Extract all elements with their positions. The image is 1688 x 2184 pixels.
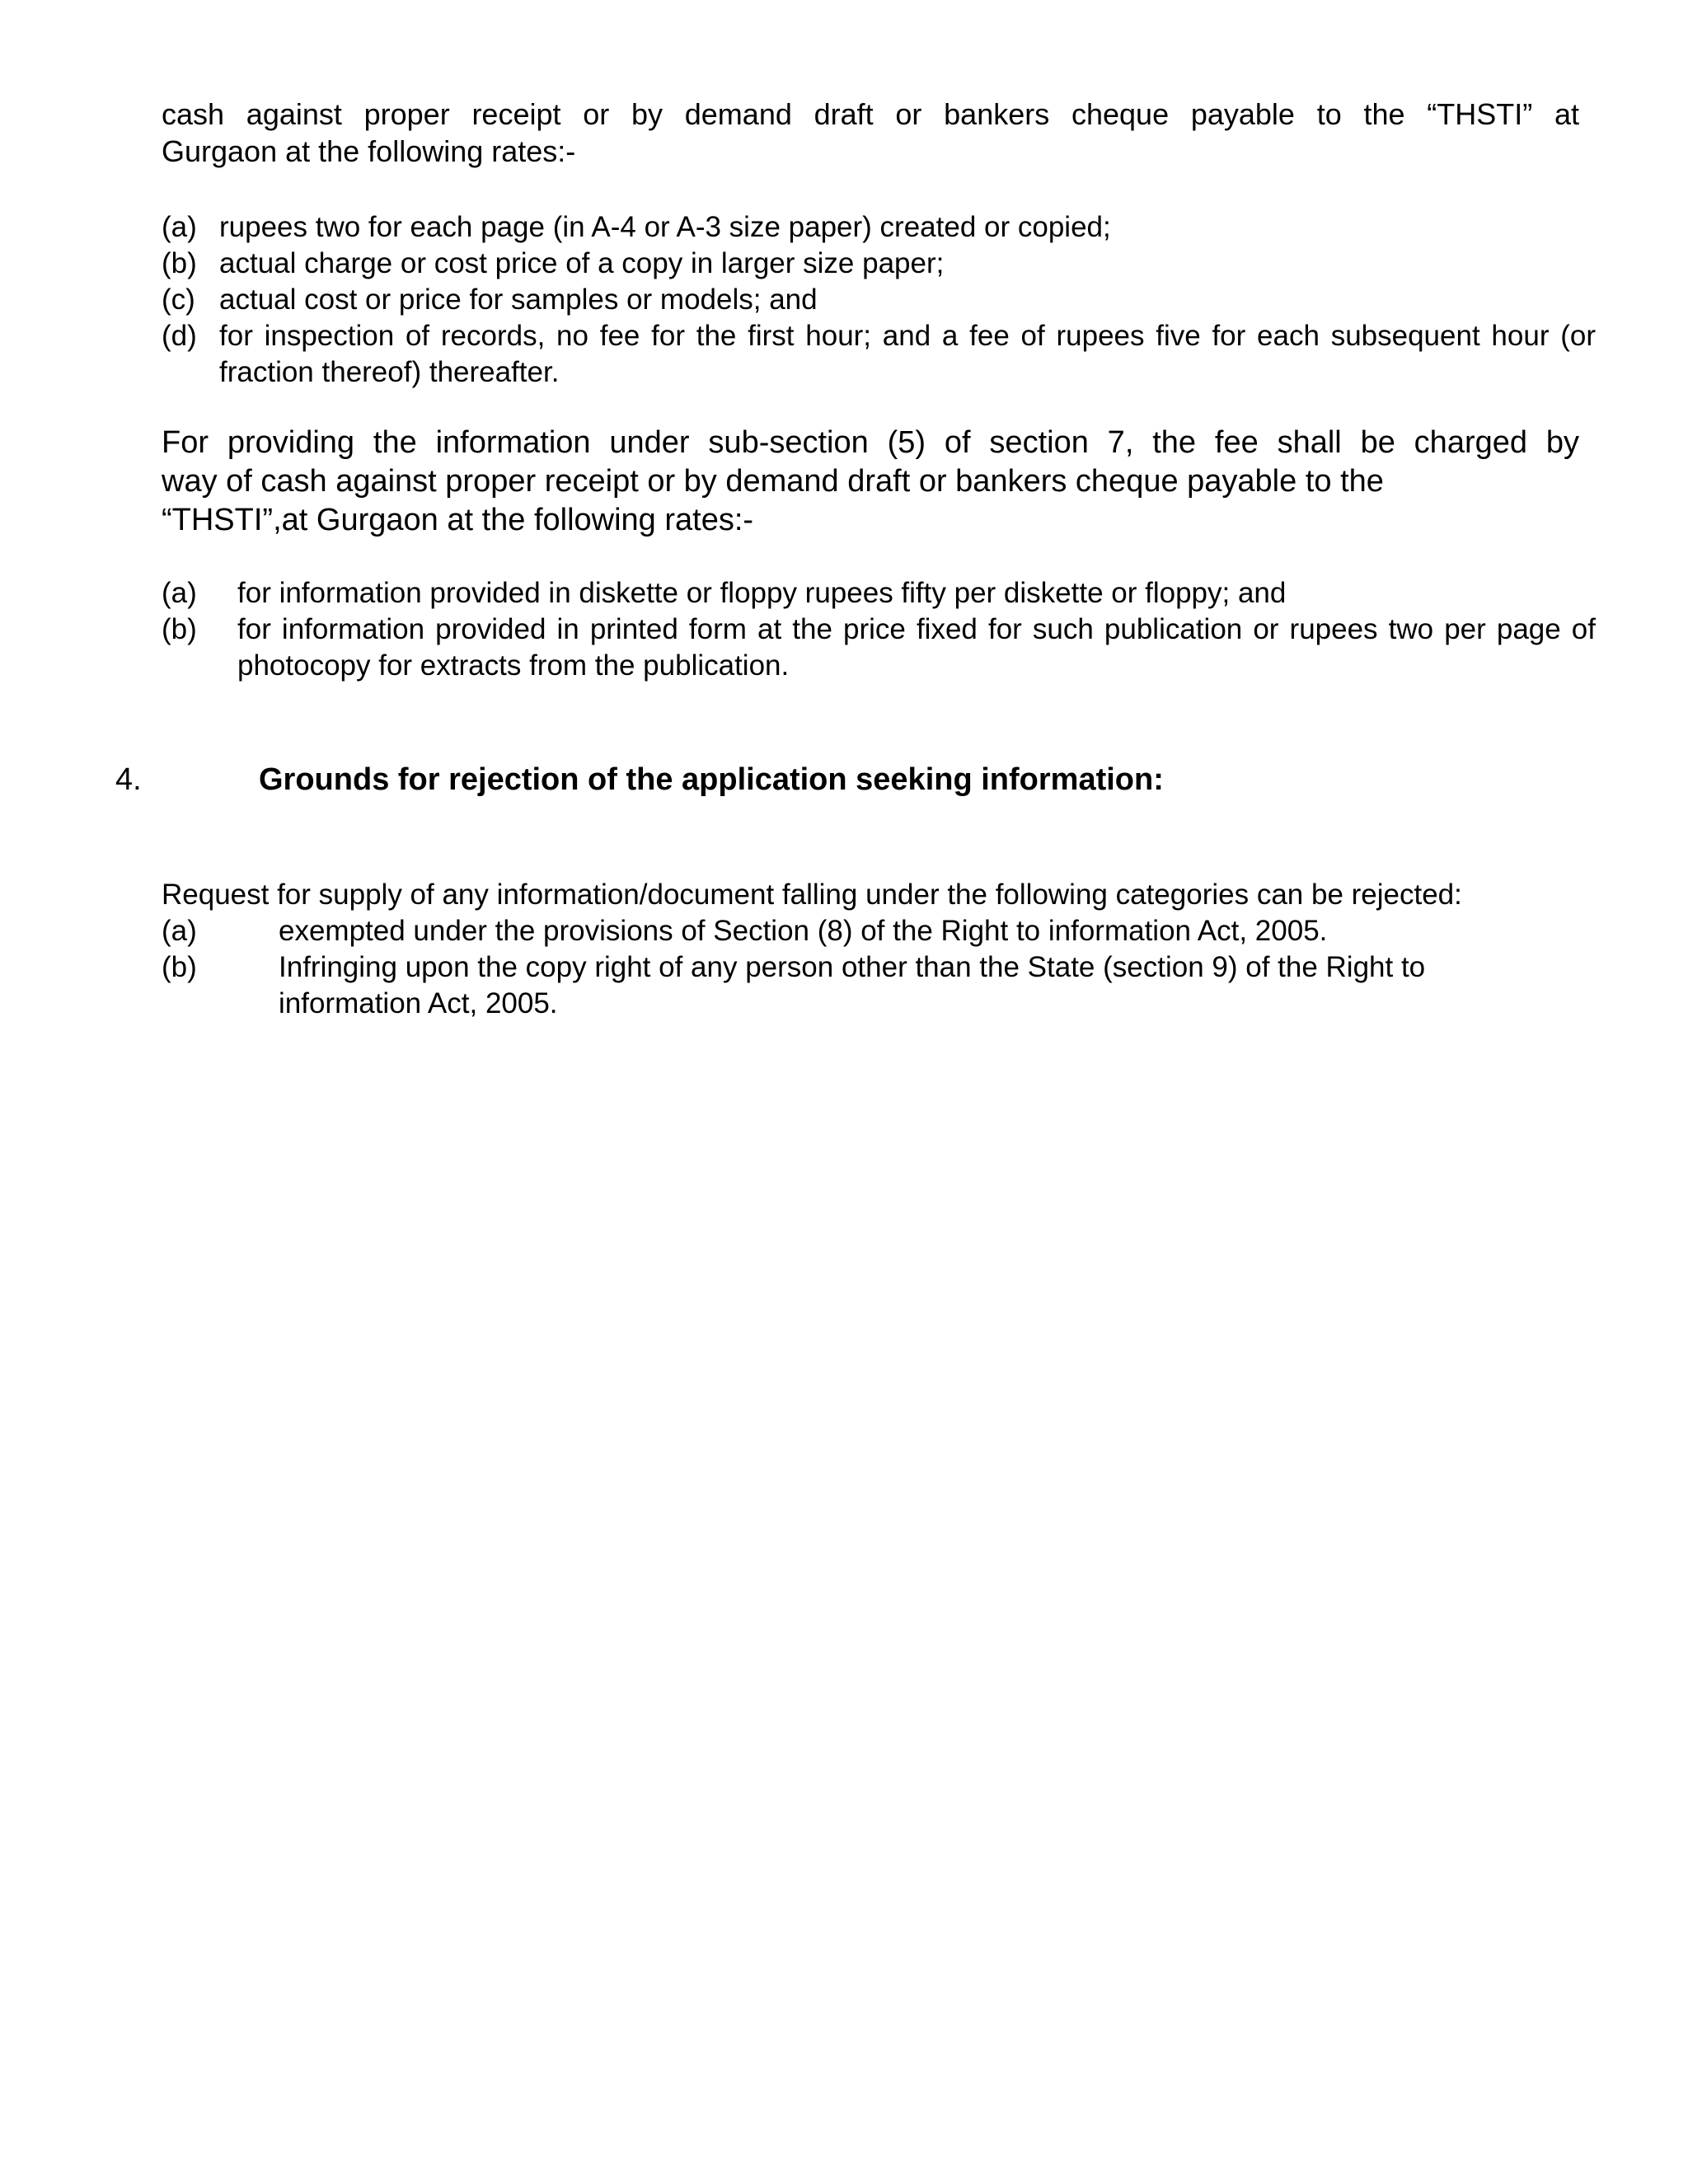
list-item-text: for information provided in diskette or floppy rupees fifty per diskette or floppy; and	[237, 577, 1287, 609]
intro-line-2: Gurgaon at the following rates:-	[162, 134, 576, 168]
rejection-section	[162, 877, 1579, 1022]
list-item-text: exempted under the provisions of Section (8) of the Right to information Act, 2005.	[279, 915, 1328, 947]
subsection-line-3: “THSTI”,at Gurgaon at the following rates:-	[162, 503, 754, 537]
list-item-label: (a)	[162, 915, 197, 947]
list-item-text: rupees two for each page (in A-4 or A-3 size paper) created or copied;	[219, 211, 1111, 243]
list-item	[162, 612, 1596, 684]
list-item	[162, 949, 1579, 1022]
list-item	[162, 575, 1596, 612]
list-item-label: (b)	[162, 247, 197, 279]
section-title: Grounds for rejection of the application seeking information:	[259, 762, 1164, 797]
subsection-line-2: way of cash against proper receipt or by demand draft or bankers cheque payable to the	[162, 464, 1384, 499]
list-item-label: (b)	[162, 951, 197, 983]
rejection-intro	[162, 877, 1579, 913]
list-item-label: (a)	[162, 211, 197, 243]
subsection-list	[162, 575, 1596, 684]
subsection-paragraph	[162, 424, 1579, 540]
intro-line-1: cash against proper receipt or by demand draft or bankers cheque payable to the “THSTI” at	[162, 97, 1579, 131]
list-item	[162, 209, 1596, 246]
list-item-text: Infringing upon the copy right of any person other than the State (section 9) of the Right to information Act, 2005.	[279, 951, 1426, 1019]
list-item-text: for inspection of records, no fee for the first hour; and a fee of rupees five for each subsequent hour (or fraction thereof) thereafter.	[219, 320, 1596, 388]
list-item-label: (a)	[162, 577, 197, 609]
list-item-text: for information provided in printed form at the price fixed for such publication or rupees two per page of photocopy for extracts from the publication.	[237, 613, 1596, 682]
list-item-label: (c)	[162, 284, 195, 316]
list-item-label: (d)	[162, 320, 197, 352]
list-item	[162, 913, 1579, 949]
rates-list	[162, 209, 1596, 391]
section-number: 4.	[115, 762, 142, 797]
list-item	[162, 246, 1596, 282]
list-item-label: (b)	[162, 613, 197, 645]
list-item-text: actual charge or cost price of a copy in larger size paper;	[219, 247, 945, 279]
list-item-text: actual cost or price for samples or models; and	[219, 284, 818, 316]
subsection-line-1: For providing the information under sub-section (5) of section 7, the fee shall be charged by	[162, 425, 1579, 460]
intro-paragraph	[162, 96, 1579, 170]
list-item	[162, 282, 1596, 318]
rejection-intro-text: Request for supply of any information/document falling under the following categories can be rejected:	[162, 879, 1462, 911]
list-item	[162, 318, 1596, 391]
